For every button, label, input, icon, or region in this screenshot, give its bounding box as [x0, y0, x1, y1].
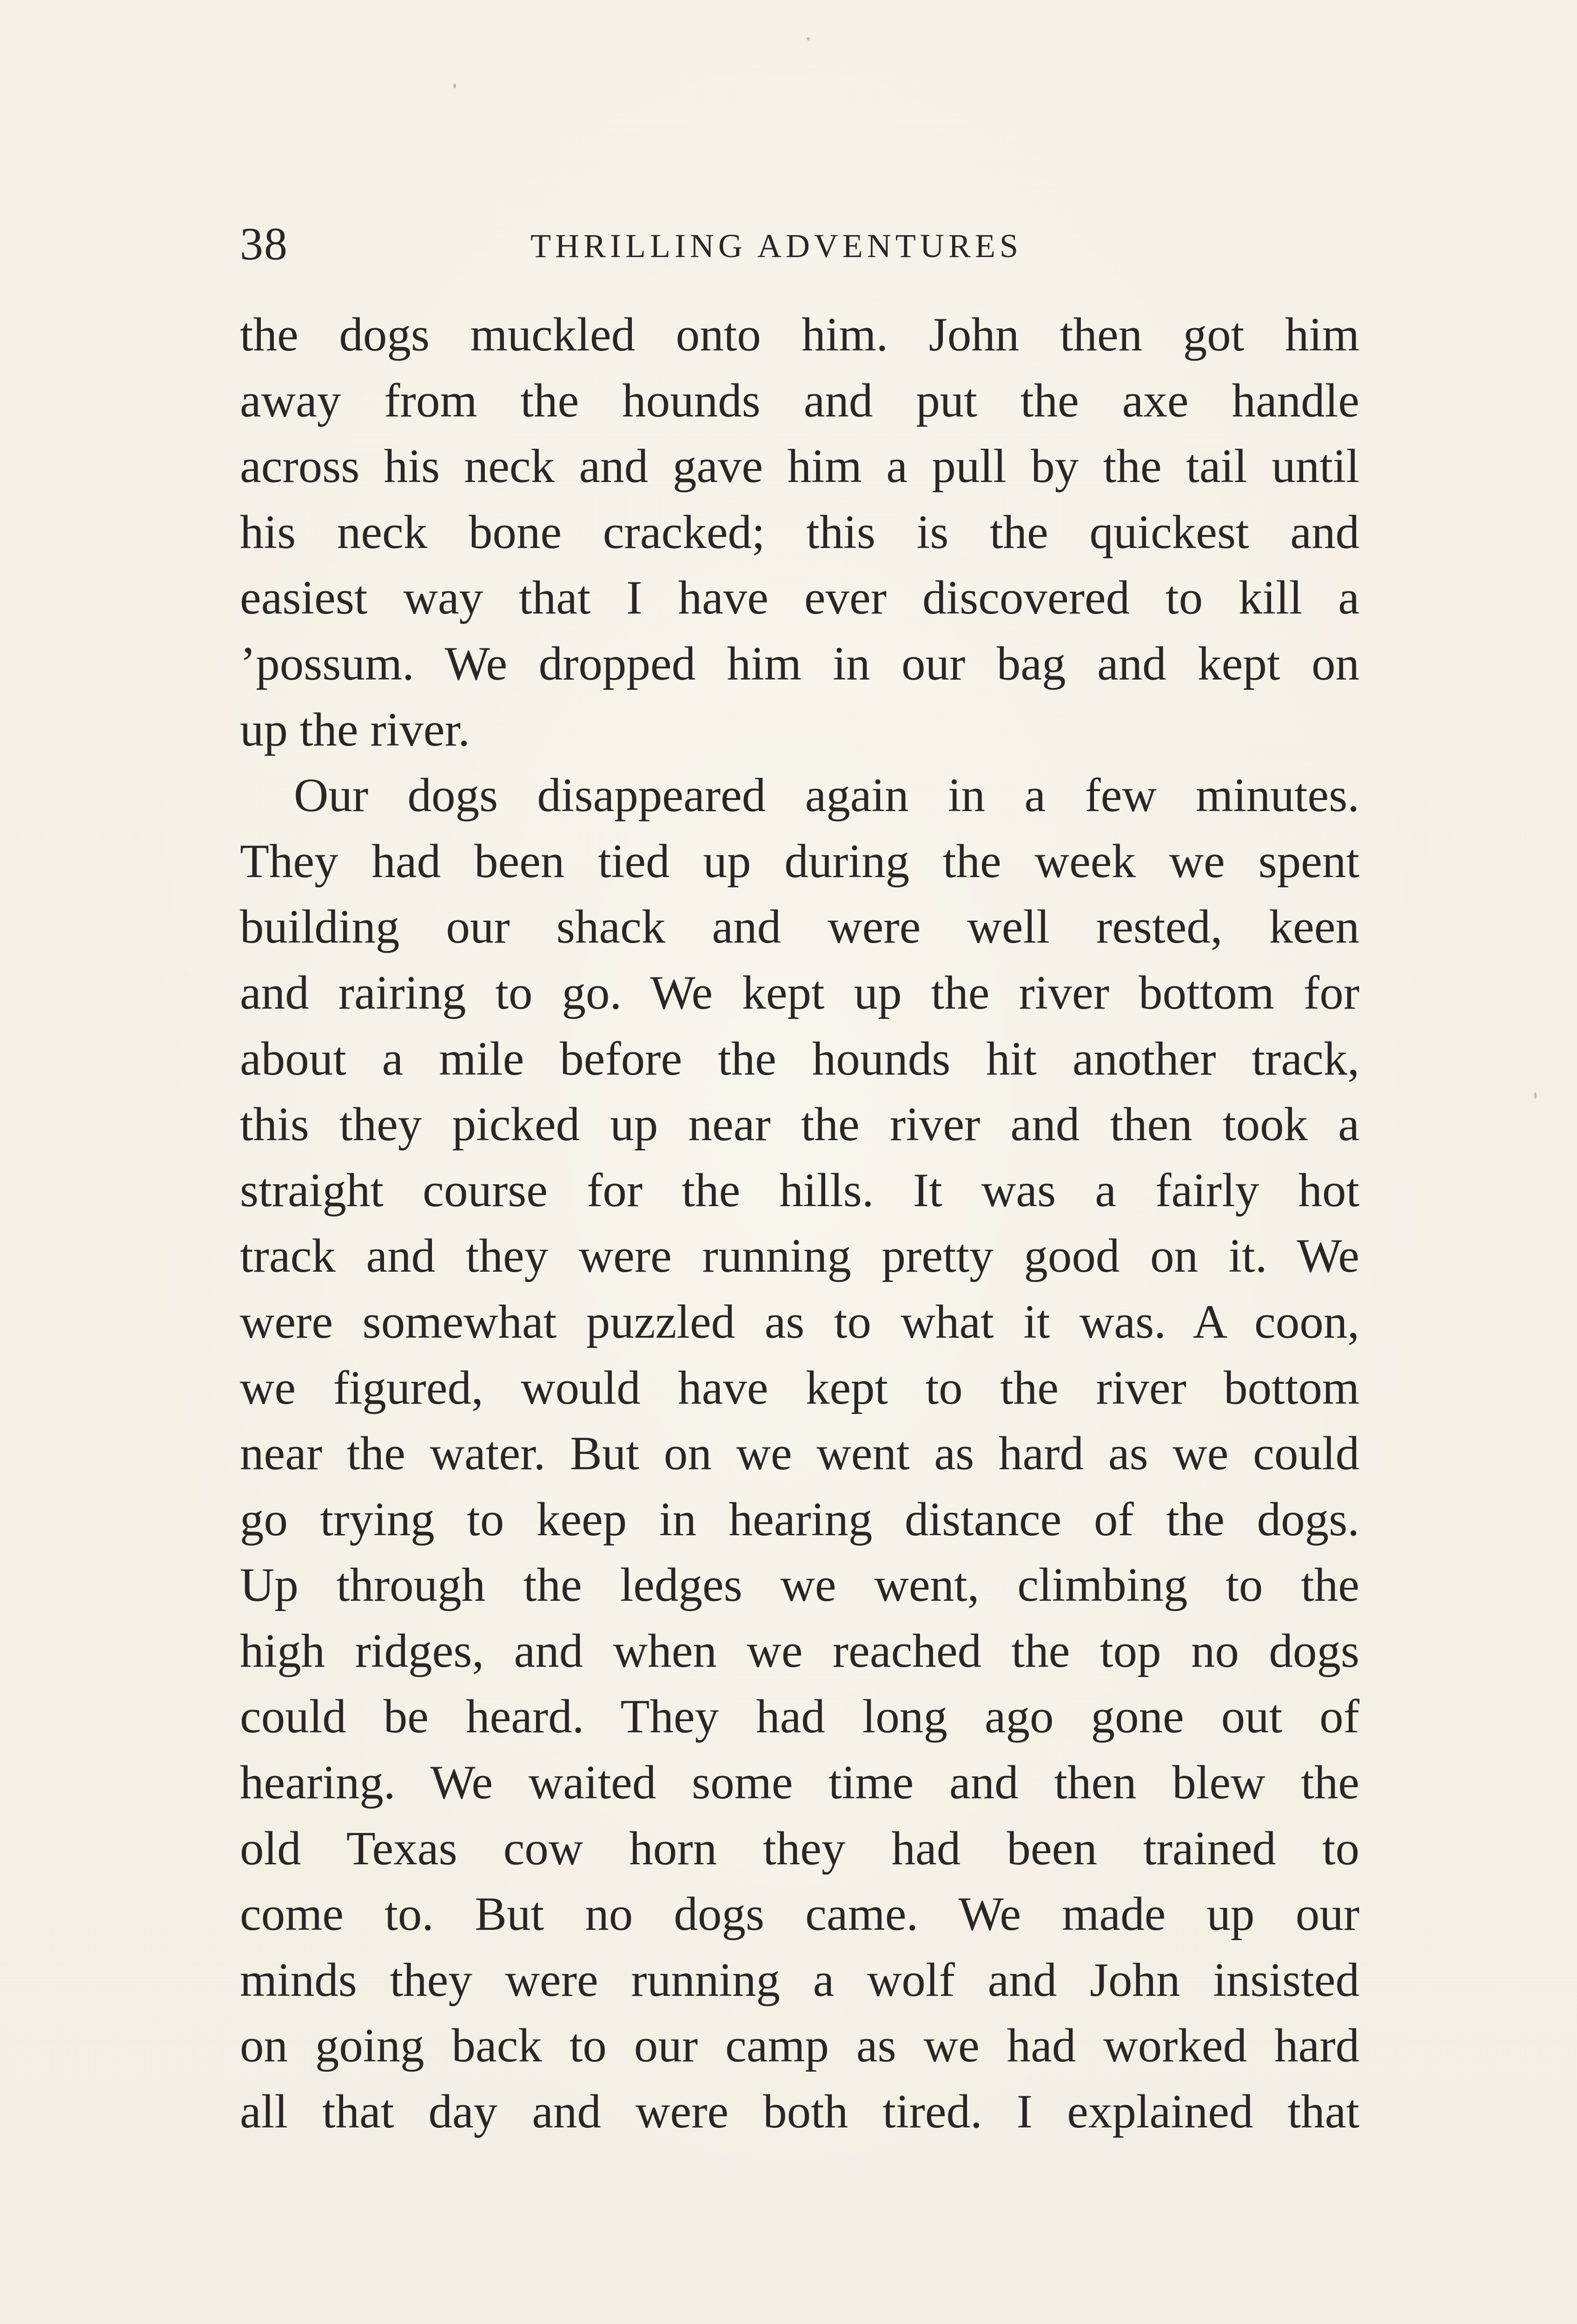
text-line: old Texas cow horn they had been trained to [240, 1822, 1359, 1875]
paper-speck [453, 84, 456, 88]
text-line: They had been tied up during the week we spent [240, 834, 1359, 888]
body-text [240, 302, 1359, 2145]
text-line: near the water. But on we went as hard as we could [240, 1427, 1359, 1480]
text-line: Our dogs disappeared again in a few minutes. [294, 769, 1359, 822]
text-line: we figured, would have kept to the river bottom [240, 1361, 1359, 1414]
text-line: go trying to keep in hearing distance of the dogs. [240, 1492, 1359, 1546]
text-line: his neck bone cracked; this is the quickest and [240, 505, 1359, 559]
text-line: the dogs muckled onto him. John then got him [240, 308, 1359, 361]
text-line: hearing. We waited some time and then blew the [240, 1756, 1359, 1809]
text-line: minds they were running a wolf and John insisted [240, 1953, 1359, 2007]
paper-speck [807, 37, 810, 40]
text-line: and rairing to go. We kept up the river bottom for [240, 966, 1359, 1019]
running-head [240, 218, 1359, 270]
paper-speck [1534, 1092, 1537, 1099]
text-line: on going back to our camp as we had worked hard [240, 2019, 1359, 2073]
text-line: across his neck and gave him a pull by the tail until [240, 440, 1359, 493]
text-line: easiest way that I have ever discovered to kill a [240, 571, 1359, 625]
text-line: could be heard. They had long ago gone out of [240, 1690, 1359, 1743]
text-line: away from the hounds and put the axe handle [240, 374, 1359, 427]
text-line: high ridges, and when we reached the top no dogs [240, 1624, 1359, 1677]
text-line: Up through the ledges we went, climbing to the [240, 1558, 1359, 1612]
text-line: this they picked up near the river and then took a [240, 1098, 1359, 1151]
text-line: all that day and were both tired. I explained that [240, 2085, 1359, 2139]
text-line: straight course for the hills. It was a fairly hot [240, 1163, 1359, 1217]
paragraph [240, 763, 1359, 2145]
running-title: THRILLING ADVENTURES [530, 227, 1022, 264]
text-line: up the river. [240, 703, 470, 756]
text-line: ’possum. We dropped him in our bag and kept on [240, 637, 1359, 690]
text-line: building our shack and were well rested, keen [240, 900, 1359, 954]
text-line: come to. But no dogs came. We made up our [240, 1888, 1359, 1941]
text-line: track and they were running pretty good on it. We [240, 1229, 1359, 1283]
text-line: were somewhat puzzled as to what it was. A coon, [240, 1295, 1359, 1348]
paragraph [240, 302, 1359, 763]
page-number: 38 [240, 218, 288, 270]
text-line: about a mile before the hounds hit another track, [240, 1032, 1359, 1085]
